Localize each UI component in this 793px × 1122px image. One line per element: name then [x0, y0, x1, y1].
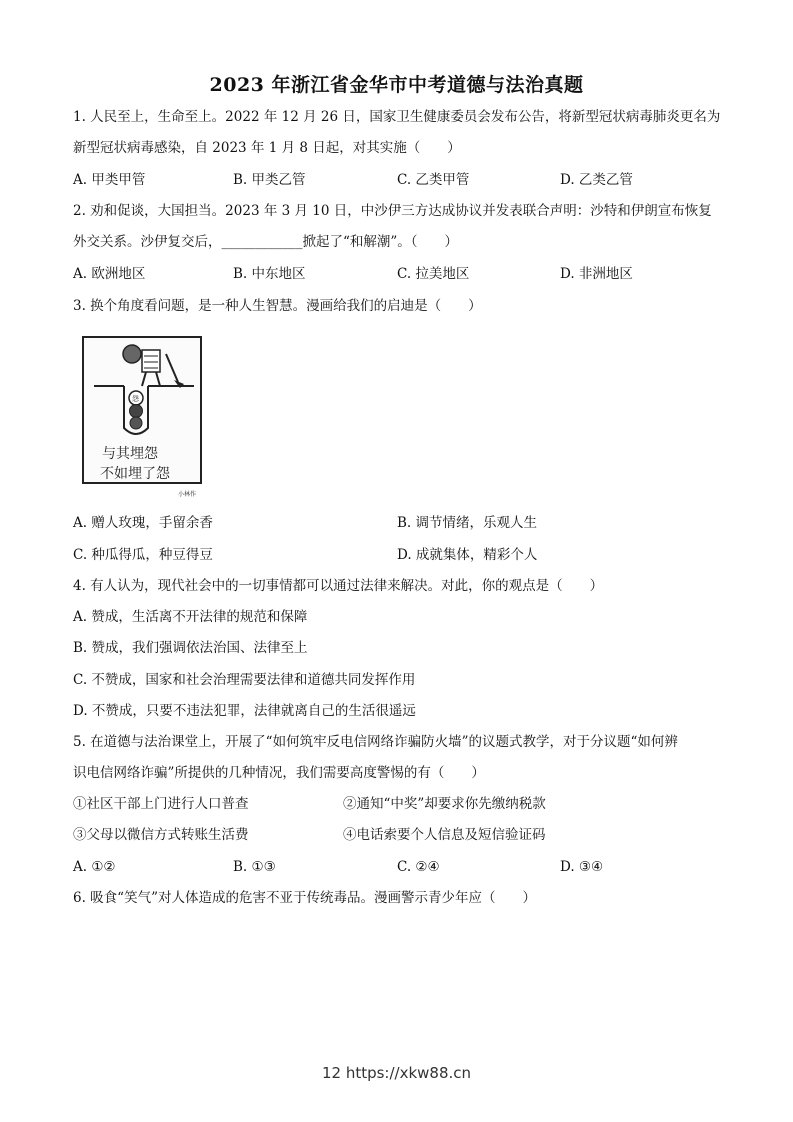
q4-stem-line1: 4. 有人认为，现代社会中的一切事情都可以通过法律来解决。对此，你的观点是（ ） — [73, 578, 604, 594]
q1-stem-line1: 1. 人民至上，生命至上。2022 年 12 月 26 日，国家卫生健康委员会发布公告，将新型冠状病毒肺炎更名为 — [73, 109, 721, 125]
q5-option-c: C. ②④ — [397, 859, 440, 875]
cartoon-signature: 小林作 — [178, 491, 197, 498]
page-footer: 12 https://xkw88.cn — [321, 1064, 472, 1082]
q1-option-d: D. 乙类乙管 — [560, 172, 633, 188]
q2-option-a: A. 欧洲地区 — [73, 266, 146, 282]
cartoon-caption-1: 与其埋怨 — [102, 446, 158, 462]
q5-statement-1: ①社区干部上门进行人口普查 — [73, 796, 249, 812]
q5-option-b: B. ①③ — [233, 859, 276, 875]
q1-option-b: B. 甲类乙管 — [233, 172, 306, 188]
cartoon-illustration — [82, 336, 212, 498]
cartoon-image — [82, 336, 212, 498]
q3-option-a: A. 赠人玫瑰，手留余香 — [73, 515, 213, 531]
q4-option-d: D. 不赞成，只要不违法犯罪，法律就离自己的生活很遥远 — [73, 703, 416, 719]
q1-stem-line2: 新型冠状病毒感染，自 2023 年 1 月 8 日起，对其实施（ ） — [73, 140, 461, 156]
q2-stem-line2: 外交关系。沙伊复交后，____________掀起了“和解潮”。（ ） — [73, 234, 459, 250]
q5-stem-line2: 识电信网络诈骗”所提供的几种情况，我们需要高度警惕的有（ ） — [73, 765, 485, 781]
q2-option-b: B. 中东地区 — [233, 266, 306, 282]
q3-option-d: D. 成就集体，精彩个人 — [397, 547, 538, 563]
q3-option-b: B. 调节情绪，乐观人生 — [397, 515, 538, 531]
q3-option-c: C. 种瓜得瓜，种豆得豆 — [73, 547, 213, 563]
q5-statement-3: ③父母以微信方式转账生活费 — [73, 827, 249, 843]
q3-stem-line1: 3. 换个角度看问题，是一种人生智慧。漫画给我们的启迪是（ ） — [73, 298, 482, 314]
q1-option-a: A. 甲类甲管 — [73, 172, 146, 188]
svg-text:怨: 怨 — [132, 395, 139, 403]
q5-option-d: D. ③④ — [560, 859, 604, 875]
q5-stem-line1: 5. 在道德与法治课堂上，开展了“如何筑牢反电信网络诈骗防火墙”的议题式教学，对于分议题“如何辨 — [73, 734, 678, 750]
cartoon-caption-2: 不如埋了怨 — [100, 466, 170, 482]
q5-option-a: A. ①② — [73, 859, 116, 875]
q4-option-c: C. 不赞成，国家和社会治理需要法律和道德共同发挥作用 — [73, 672, 416, 688]
q5-statement-4: ④电话索要个人信息及短信验证码 — [343, 827, 546, 843]
q4-option-a: A. 赞成，生活离不开法律的规范和保障 — [73, 609, 308, 625]
page-title: 2023 年浙江省金华市中考道德与法治真题 — [209, 74, 584, 96]
q6-stem-line1: 6. 吸食“笑气”对人体造成的危害不亚于传统毒品。漫画警示青少年应（ ） — [73, 890, 536, 906]
q4-option-b: B. 赞成，我们强调依法治国、法律至上 — [73, 640, 308, 656]
q2-option-c: C. 拉美地区 — [397, 266, 470, 282]
q5-statement-2: ②通知“中奖”却要求你先缴纳税款 — [343, 796, 546, 812]
q2-option-d: D. 非洲地区 — [560, 266, 633, 282]
q2-stem-line1: 2. 劝和促谈，大国担当。2023 年 3 月 10 日，中沙伊三方达成协议并发表联合声明：沙特和伊朗宣布恢复 — [73, 203, 712, 219]
q1-option-c: C. 乙类甲管 — [397, 172, 470, 188]
